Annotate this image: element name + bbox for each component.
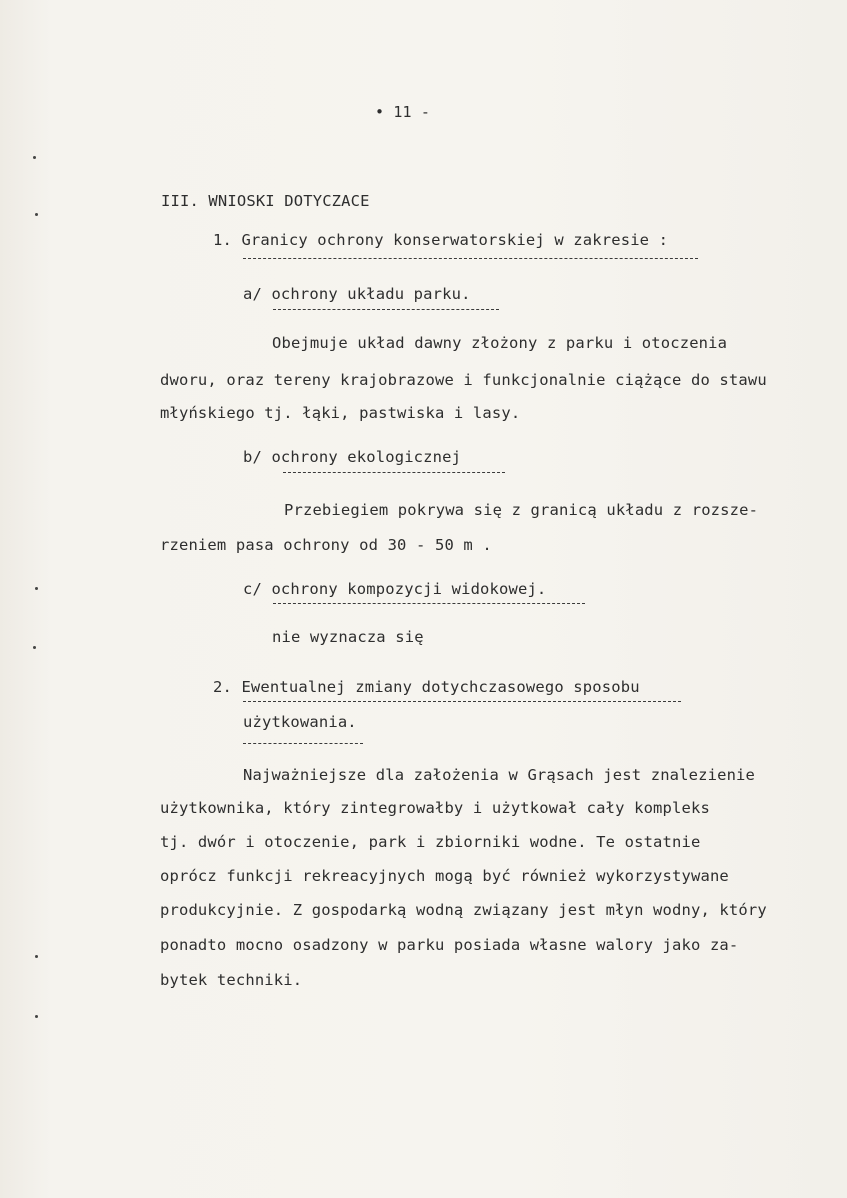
- paragraph-line: bytek techniki.: [160, 971, 303, 989]
- margin-mark: [35, 955, 38, 958]
- paragraph-line: dworu, oraz tereny krajobrazowe i funkcjonalnie ciążące do stawu: [160, 371, 767, 389]
- section-heading: III. WNIOSKI DOTYCZACE: [161, 192, 370, 210]
- item-2-title-underline: [243, 701, 681, 702]
- paragraph-line: Obejmuje układ dawny złożony z parku i otoczenia: [272, 334, 728, 352]
- paragraph-line: młyńskiego tj. łąki, pastwiska i lasy.: [160, 404, 521, 422]
- page-number: • 11 -: [375, 103, 431, 121]
- item-1c-heading: c/ ochrony kompozycji widokowej.: [243, 580, 547, 598]
- item-1-title: 1. Granicy ochrony konserwatorskiej w zakresie :: [213, 231, 669, 249]
- item-1b-underline: [283, 472, 505, 473]
- paragraph-line: użytkownika, który zintegrowałby i użytkował cały kompleks: [160, 799, 710, 817]
- item-1a-underline: [273, 309, 499, 310]
- margin-mark: [35, 1015, 38, 1018]
- margin-mark: [33, 646, 36, 649]
- item-1a-heading: a/ ochrony układu parku.: [243, 285, 471, 303]
- paragraph-line: oprócz funkcji rekreacyjnych mogą być również wykorzystywane: [160, 867, 729, 885]
- margin-mark: [35, 213, 38, 216]
- paragraph-line: Przebiegiem pokrywa się z granicą układu z rozsze-: [284, 501, 759, 519]
- margin-mark: [35, 587, 38, 590]
- paragraph-line: rzeniem pasa ochrony od 30 - 50 m .: [160, 536, 492, 554]
- item-1c-underline: [273, 603, 585, 604]
- item-1b-heading: b/ ochrony ekologicznej: [243, 448, 462, 466]
- item-2-title-line-2-underline: [243, 743, 363, 744]
- paragraph-line: nie wyznacza się: [272, 628, 424, 646]
- paragraph-line: produkcyjnie. Z gospodarką wodną związany jest młyn wodny, który: [160, 901, 767, 919]
- margin-mark: [33, 156, 36, 159]
- item-2-title-line-1: 2. Ewentualnej zmiany dotychczasowego sposobu: [213, 678, 640, 696]
- paragraph-line: Najważniejsze dla założenia w Grąsach jest znalezienie: [243, 766, 756, 784]
- paragraph-line: ponadto mocno osadzony w parku posiada własne walory jako za-: [160, 936, 739, 954]
- item-1-title-underline: [243, 258, 698, 259]
- paragraph-line: tj. dwór i otoczenie, park i zbiorniki wodne. Te ostatnie: [160, 833, 701, 851]
- item-2-title-line-2: użytkowania.: [243, 713, 357, 731]
